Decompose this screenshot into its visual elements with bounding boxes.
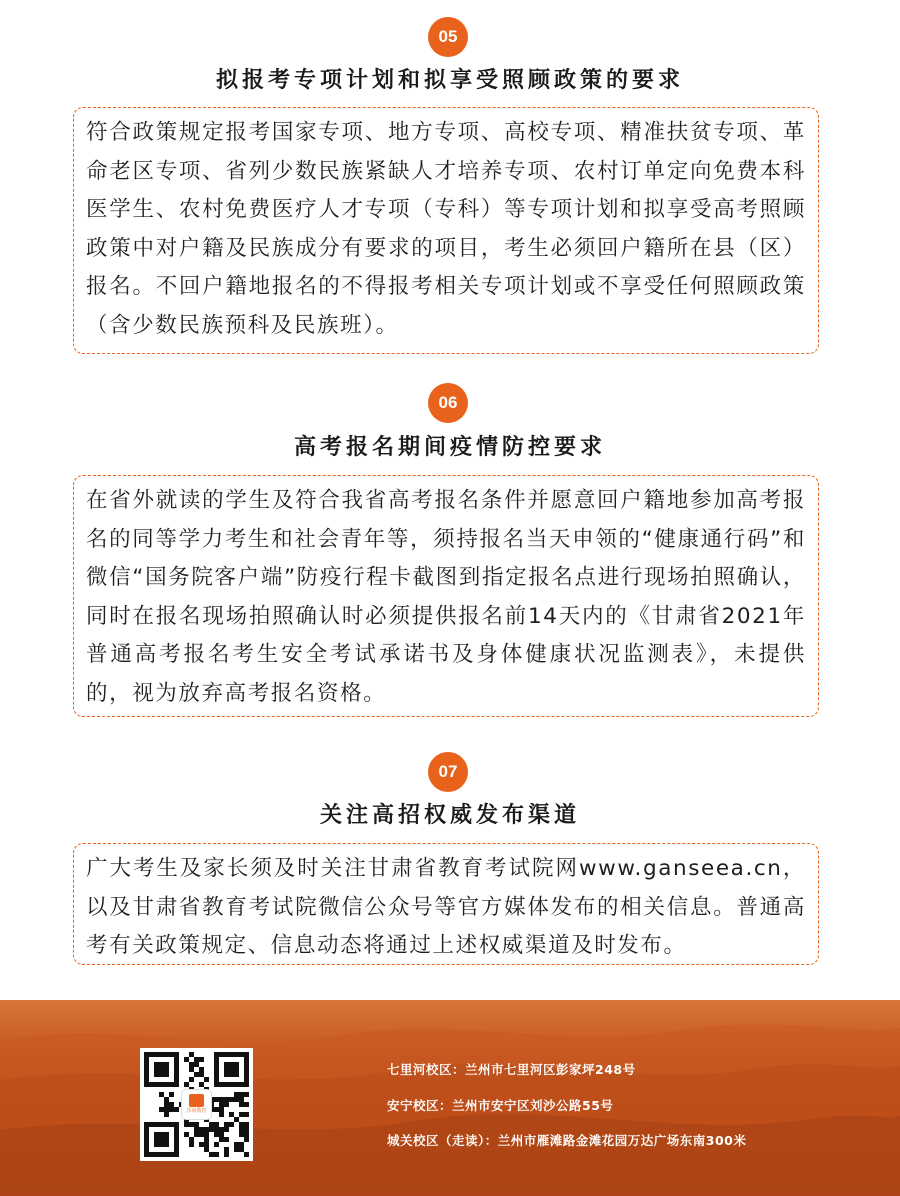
section-body-text: 符合政策规定报考国家专项、地方专项、高校专项、精准扶贫专项、革命老区专项、省列少数民族紧缺人才培养专项、农村订单定向免费本科医学生、农村免费医疗人才专项（专科）等专项计划和拟享受高考照顾政策中对户籍及民族成分有要求的项目，考生必须回户籍所在县（区）报名。不回户籍地报名的不得报考相关专项计划或不享受任何照顾政策（含少数民族预科及民族班）。 bbox=[86, 120, 806, 338]
section-number-badge: 07 bbox=[428, 752, 468, 792]
section-title: 拟报考专项计划和拟享受照顾政策的要求 bbox=[215, 68, 684, 93]
campus-address-chengguan: 城关校区（走读）：兰州市雁滩路金滩花园万达广场东南300米 bbox=[387, 1133, 747, 1148]
section-number-badge: 05 bbox=[428, 17, 468, 57]
section-body-text: 在省外就读的学生及符合我省高考报名条件并愿意回户籍地参加高考报名的同等学力考生和社会青年等，须持报名当天申领的“健康通行码”和微信“国务院客户端”防疫行程卡截图到指定报名点进行现场拍照确认，同时在报名现场拍照确认时必须提供报名前14天内的《甘肃省2021年普通高考报名考生安全考试承诺书及身体健康状况监测表》，未提供的，视为放弃高考报名资格。 bbox=[86, 488, 806, 706]
section-content-box bbox=[73, 475, 819, 717]
section-number-badge: 06 bbox=[428, 383, 468, 423]
brand-logo-icon bbox=[182, 1090, 211, 1119]
logo-text: 乐尚教育 bbox=[186, 1108, 207, 1114]
campus-address-qilihe: 七里河校区：兰州市七里河区彭家坪248号 bbox=[387, 1062, 636, 1077]
section-content-box bbox=[73, 107, 819, 354]
qr-code[interactable] bbox=[140, 1048, 253, 1161]
section-body-text: 广大考生及家长须及时关注甘肃省教育考试院网www.ganseea.cn，以及甘肃省教育考试院微信公众号等官方媒体发布的相关信息。普通高考有关政策规定、信息动态将通过上述权威渠道及时发布。 bbox=[86, 856, 806, 958]
campus-address-anning: 安宁校区：兰州市安宁区刘沙公路55号 bbox=[387, 1098, 614, 1113]
footer-banner bbox=[0, 1000, 900, 1196]
section-title: 关注高招权威发布渠道 bbox=[319, 803, 580, 828]
section-content-box bbox=[73, 843, 819, 965]
logo-mark-icon bbox=[189, 1094, 204, 1107]
section-title: 高考报名期间疫情防控要求 bbox=[293, 435, 606, 460]
